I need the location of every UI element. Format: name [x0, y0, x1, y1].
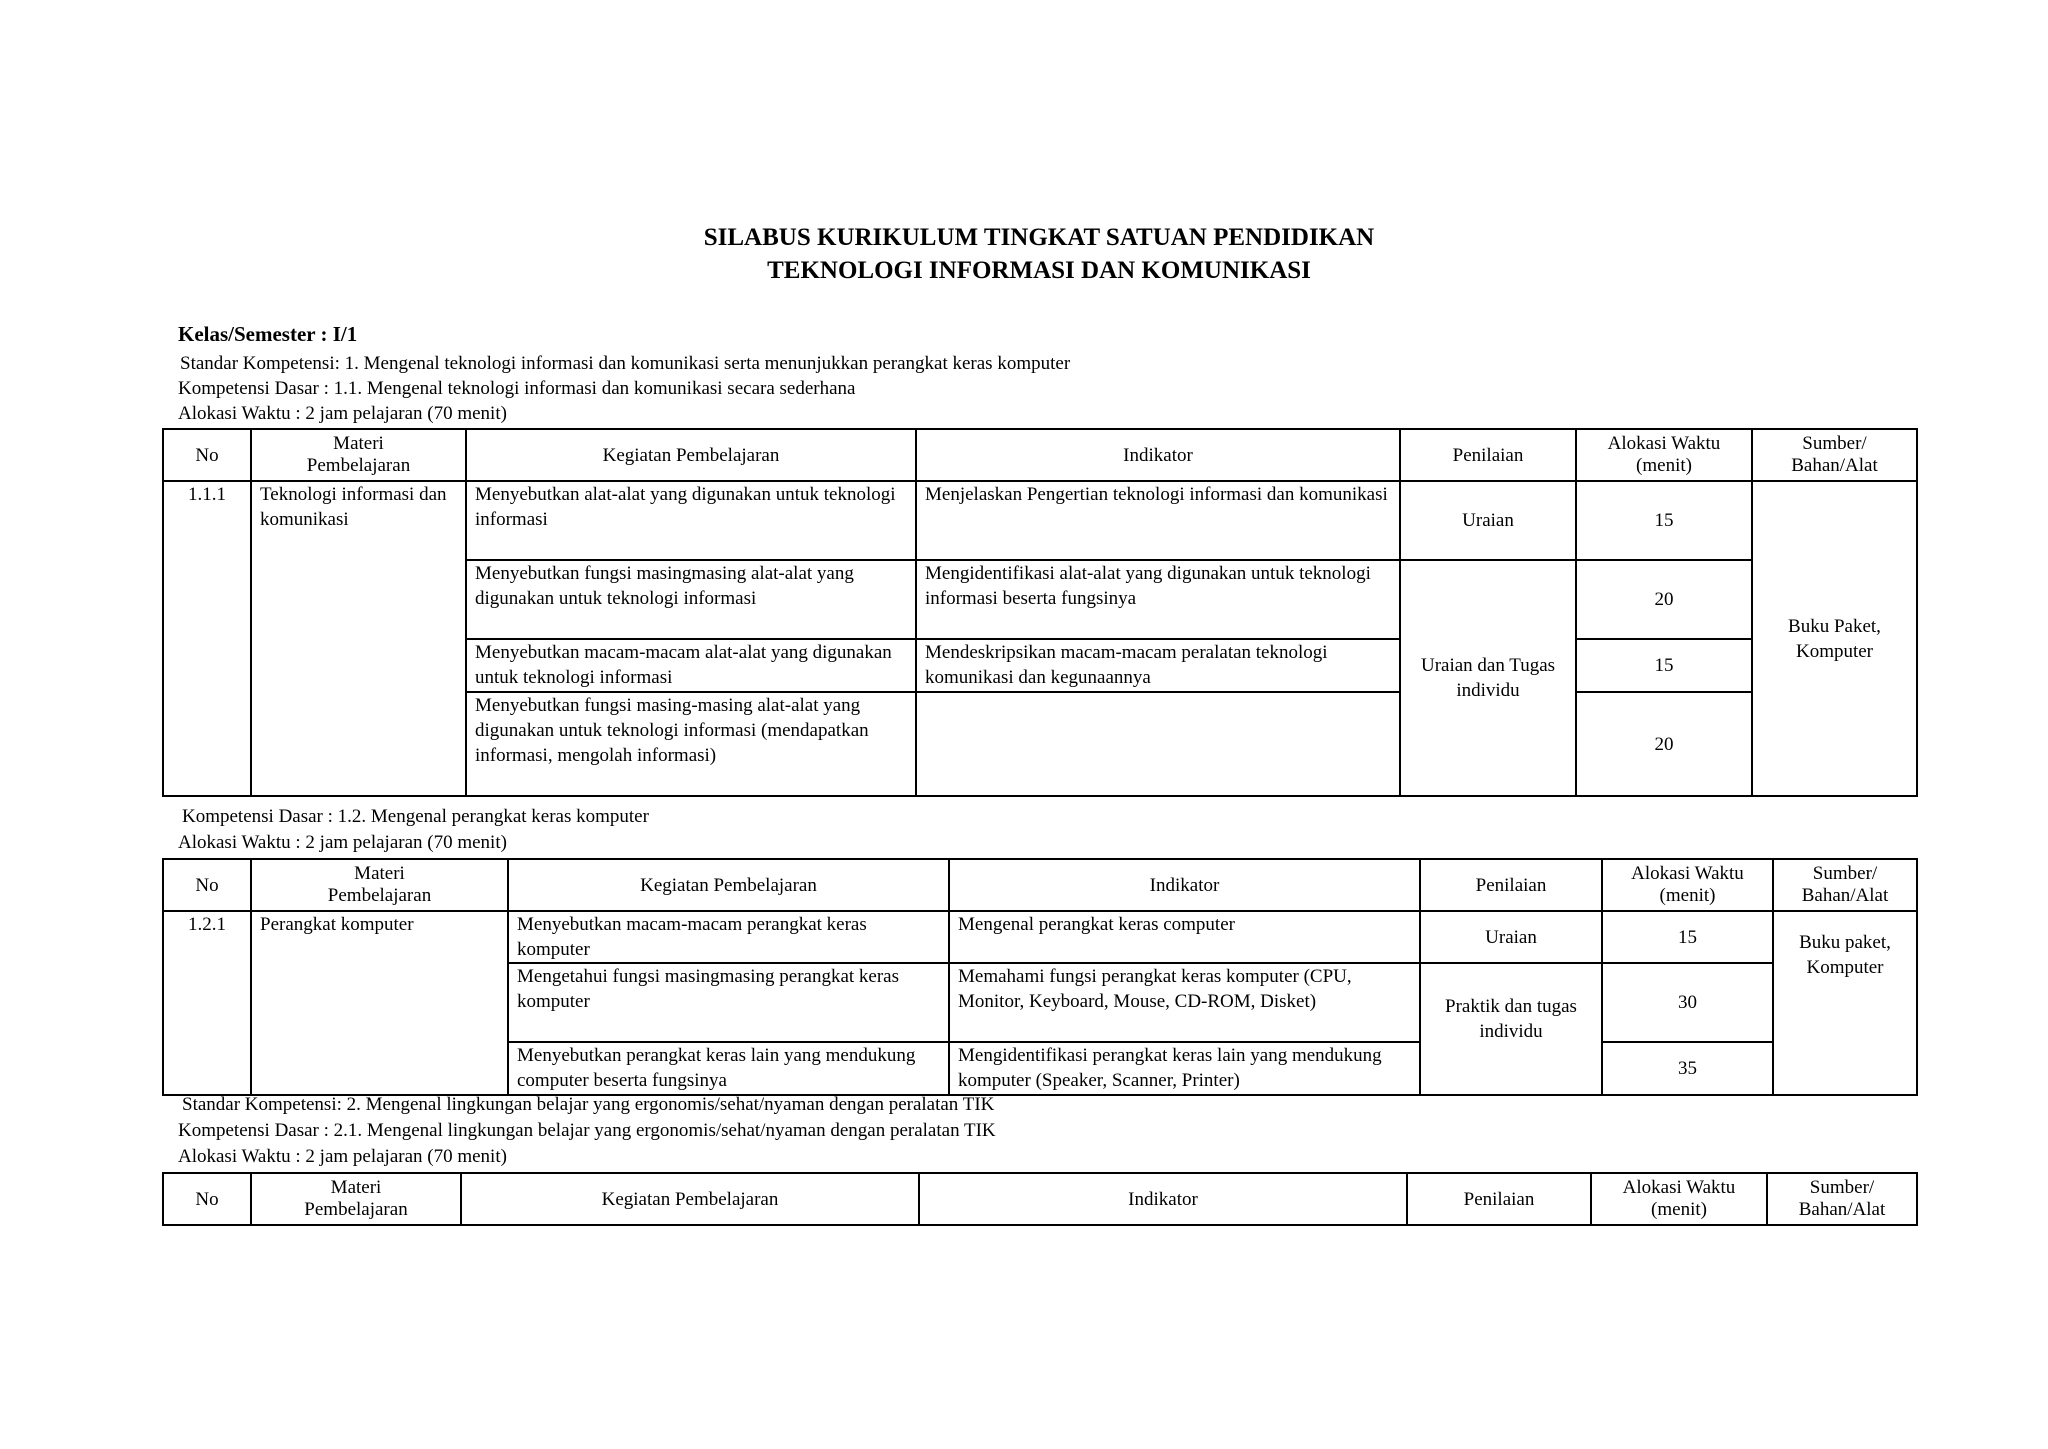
waktu-cell: 15: [1576, 639, 1752, 692]
waktu-cell: 20: [1576, 560, 1752, 639]
document-subtitle: TEKNOLOGI INFORMASI DAN KOMUNIKASI: [767, 257, 1311, 284]
syllabus-table-2: [162, 858, 1918, 1096]
indikator-cell: Mengenal perangkat keras computer: [949, 911, 1420, 963]
syllabus-table-1: [162, 428, 1918, 797]
header-materi: Materi Pembelajaran: [251, 1173, 461, 1225]
indikator-cell: Mendeskripsikan macam-macam peralatan teknologi komunikasi dan kegunaannya: [916, 639, 1400, 692]
waktu-cell: 15: [1576, 481, 1752, 560]
indikator-cell: Memahami fungsi perangkat keras komputer (CPU, Monitor, Keyboard, Mouse, CD-ROM, Disket): [949, 963, 1420, 1042]
header-kegiatan: Kegiatan Pembelajaran: [461, 1173, 919, 1225]
kompetensi-dasar-1-1: Kompetensi Dasar : 1.1. Mengenal teknologi informasi dan komunikasi secara sederhana: [178, 378, 856, 399]
sumber-cell: Buku Paket, Komputer: [1752, 481, 1917, 796]
penilaian-cell: Praktik dan tugas individu: [1420, 963, 1602, 1095]
kompetensi-dasar-1-2: Kompetensi Dasar : 1.2. Mengenal perangkat keras komputer: [182, 806, 649, 827]
waktu-cell: 15: [1602, 911, 1773, 963]
kegiatan-cell: Menyebutkan fungsi masing-masing alat-alat yang digunakan untuk teknologi informasi (mendapatkan informasi, mengolah informasi): [466, 692, 916, 796]
class-semester: Kelas/Semester : I/1: [178, 322, 358, 346]
indikator-cell: Mengidentifikasi alat-alat yang digunakan untuk teknologi informasi beserta fungsinya: [916, 560, 1400, 639]
indikator-cell: Mengidentifikasi perangkat keras lain yang mendukung komputer (Speaker, Scanner, Printer): [949, 1042, 1420, 1095]
standar-kompetensi-2: Standar Kompetensi: 2. Mengenal lingkungan belajar yang ergonomis/sehat/nyaman dengan peralatan TIK: [182, 1094, 995, 1115]
alokasi-waktu-2-1: Alokasi Waktu : 2 jam pelajaran (70 menit): [178, 1146, 507, 1167]
table-row: [163, 481, 1917, 560]
indikator-cell: [916, 692, 1400, 796]
waktu-cell: 35: [1602, 1042, 1773, 1095]
header-materi: Materi Pembelajaran: [251, 859, 508, 911]
table-header-row: [163, 429, 1917, 481]
header-no: No: [163, 859, 251, 911]
waktu-cell: 30: [1602, 963, 1773, 1042]
kegiatan-cell: Menyebutkan perangkat keras lain yang mendukung computer beserta fungsinya: [508, 1042, 949, 1095]
header-sumber: Sumber/ Bahan/Alat: [1767, 1173, 1917, 1225]
header-no: No: [163, 1173, 251, 1225]
table-header-row: [163, 859, 1917, 911]
penilaian-cell: Uraian: [1420, 911, 1602, 963]
kegiatan-cell: Mengetahui fungsi masingmasing perangkat keras komputer: [508, 963, 949, 1042]
kegiatan-cell: Menyebutkan macam-macam alat-alat yang digunakan untuk teknologi informasi: [466, 639, 916, 692]
header-penilaian: Penilaian: [1420, 859, 1602, 911]
penilaian-cell: Uraian: [1400, 481, 1576, 560]
row-number: 1.2.1: [163, 911, 251, 1095]
header-indikator: Indikator: [949, 859, 1420, 911]
header-no: No: [163, 429, 251, 481]
alokasi-waktu-1-2: Alokasi Waktu : 2 jam pelajaran (70 menit): [178, 832, 507, 853]
header-indikator: Indikator: [919, 1173, 1407, 1225]
kompetensi-dasar-2-1: Kompetensi Dasar : 2.1. Mengenal lingkungan belajar yang ergonomis/sehat/nyaman dengan peralatan TIK: [178, 1120, 996, 1141]
header-alokasi: Alokasi Waktu (menit): [1576, 429, 1752, 481]
syllabus-table-3: [162, 1172, 1918, 1226]
document-title: SILABUS KURIKULUM TINGKAT SATUAN PENDIDIKAN: [703, 224, 1375, 251]
materi-cell: Perangkat komputer: [251, 911, 508, 1095]
header-kegiatan: Kegiatan Pembelajaran: [466, 429, 916, 481]
header-indikator: Indikator: [916, 429, 1400, 481]
kegiatan-cell: Menyebutkan fungsi masingmasing alat-alat yang digunakan untuk teknologi informasi: [466, 560, 916, 639]
kegiatan-cell: Menyebutkan macam-macam perangkat keras komputer: [508, 911, 949, 963]
header-alokasi: Alokasi Waktu (menit): [1602, 859, 1773, 911]
header-sumber: Sumber/ Bahan/Alat: [1752, 429, 1917, 481]
waktu-cell: 20: [1576, 692, 1752, 796]
header-penilaian: Penilaian: [1407, 1173, 1591, 1225]
header-kegiatan: Kegiatan Pembelajaran: [508, 859, 949, 911]
header-penilaian: Penilaian: [1400, 429, 1576, 481]
table-header-row: [163, 1173, 1917, 1225]
standar-kompetensi-1: Standar Kompetensi: 1. Mengenal teknologi informasi dan komunikasi serta menunjukkan perangkat keras komputer: [180, 353, 1071, 374]
indikator-cell: Menjelaskan Pengertian teknologi informasi dan komunikasi: [916, 481, 1400, 560]
header-alokasi: Alokasi Waktu (menit): [1591, 1173, 1767, 1225]
sumber-cell: Buku paket, Komputer: [1773, 911, 1917, 1095]
materi-cell: Teknologi informasi dan komunikasi: [251, 481, 466, 796]
header-sumber: Sumber/ Bahan/Alat: [1773, 859, 1917, 911]
table-row: [163, 911, 1917, 963]
penilaian-cell: Uraian dan Tugas individu: [1400, 560, 1576, 796]
row-number: 1.1.1: [163, 481, 251, 796]
header-materi: Materi Pembelajaran: [251, 429, 466, 481]
kegiatan-cell: Menyebutkan alat-alat yang digunakan untuk teknologi informasi: [466, 481, 916, 560]
alokasi-waktu-1-1: Alokasi Waktu : 2 jam pelajaran (70 menit): [178, 403, 507, 424]
